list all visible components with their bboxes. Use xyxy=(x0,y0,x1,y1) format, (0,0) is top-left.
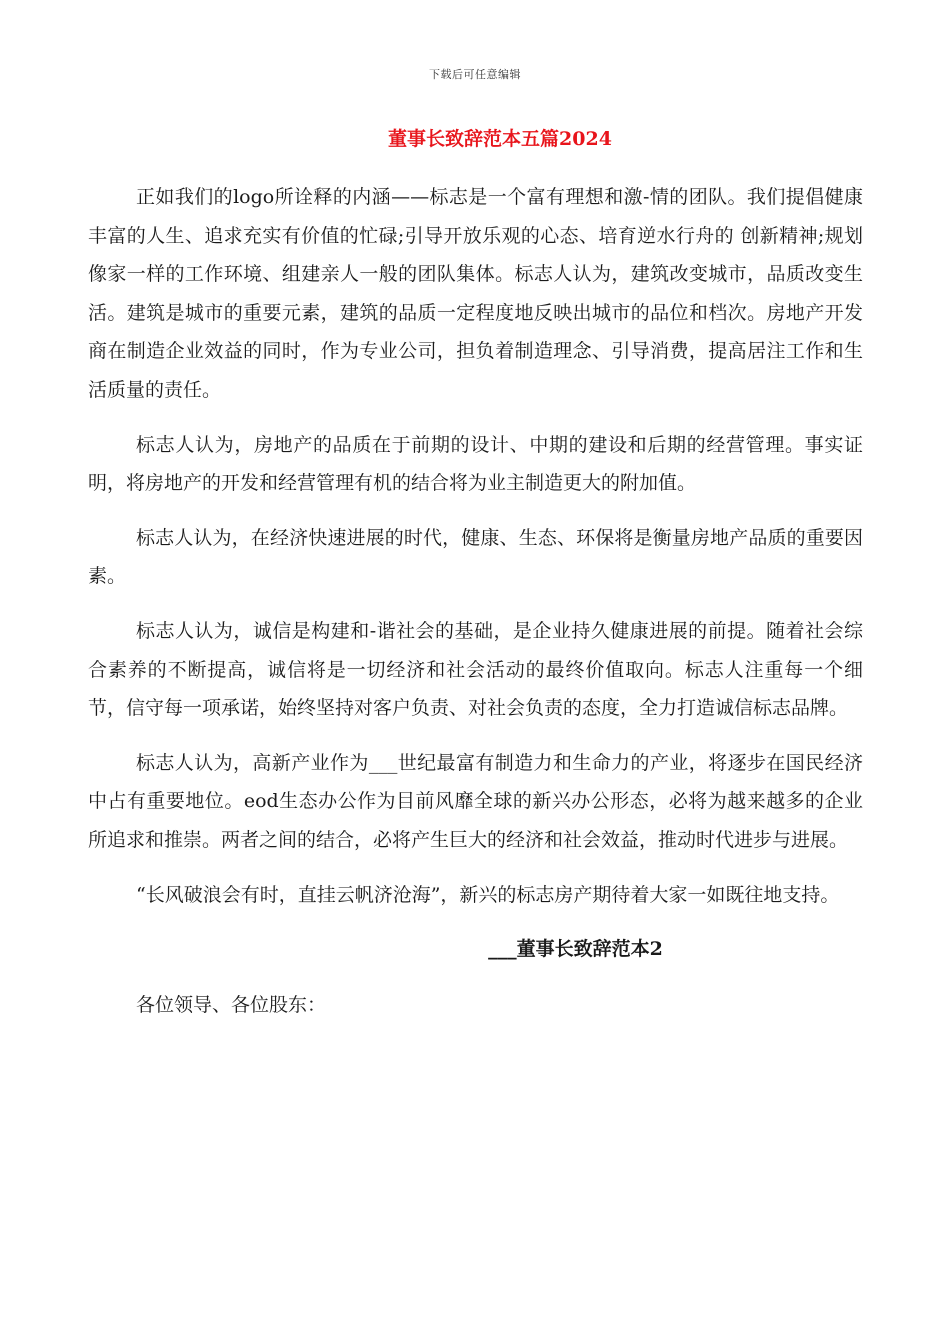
paragraph-2: 标志人认为，房地产的品质在于前期的设计、中期的建设和后期的经营管理。事实证明，将房地产的开发和经营管理有机的结合将为业主制造更大的附加值。 xyxy=(88,433,863,495)
document-body xyxy=(88,178,863,1024)
header-note: 下载后可任意编辑 xyxy=(429,68,521,81)
section-title: ___董事长致辞范本2 xyxy=(488,938,663,961)
paragraph-5: 标志人认为，高新产业作为___世纪最富有制造力和生命力的产业，将逐步在国民经济中占有重要地位。eod生态办公作为目前风靡全球的新兴办公形态，必将为越来越多的企业所追求和推崇。两者之间的结合，必将产生巨大的经济和社会效益，推动时代进步与进展。 xyxy=(88,751,863,851)
paragraph-1: 正如我们的logo所诠释的内涵——标志是一个富有理想和激-情的团队。我们提倡健康丰富的人生、追求充实有价值的忙碌;引导开放乐观的心态、培育逆水行舟的 创新精神;规划像家一样的工作环境、组建亲人一般的团队集体。标志人认为，建筑改变城市，品质改变生活。建筑是城市的重要元素，建筑的品质一定程度地反映出城市的品位和档次。房地产开发商在制造企业效益的同时，作为专业公司，担负着制造理念、引导消费，提高居注工作和生活质量的责任。 xyxy=(88,186,863,401)
paragraph-6: “长风破浪会有时，直挂云帆济沧海”，新兴的标志房产期待着大家一如既往地支持。 xyxy=(136,883,840,906)
document-title: 董事长致辞范本五篇2024 xyxy=(388,128,612,150)
salutation: 各位领导、各位股东： xyxy=(136,994,327,1017)
paragraph-4: 标志人认为，诚信是构建和-谐社会的基础，是企业持久健康进展的前提。随着社会综合素养的不断提高，诚信将是一切经济和社会活动的最终价值取向。标志人注重每一个细节，信守每一项承诺，始终坚持对客户负责、对社会负责的态度，全力打造诚信标志品牌。 xyxy=(88,619,863,720)
paragraph-3: 标志人认为，在经济快速进展的时代，健康、生态、环保将是衡量房地产品质的重要因素。 xyxy=(88,526,863,588)
